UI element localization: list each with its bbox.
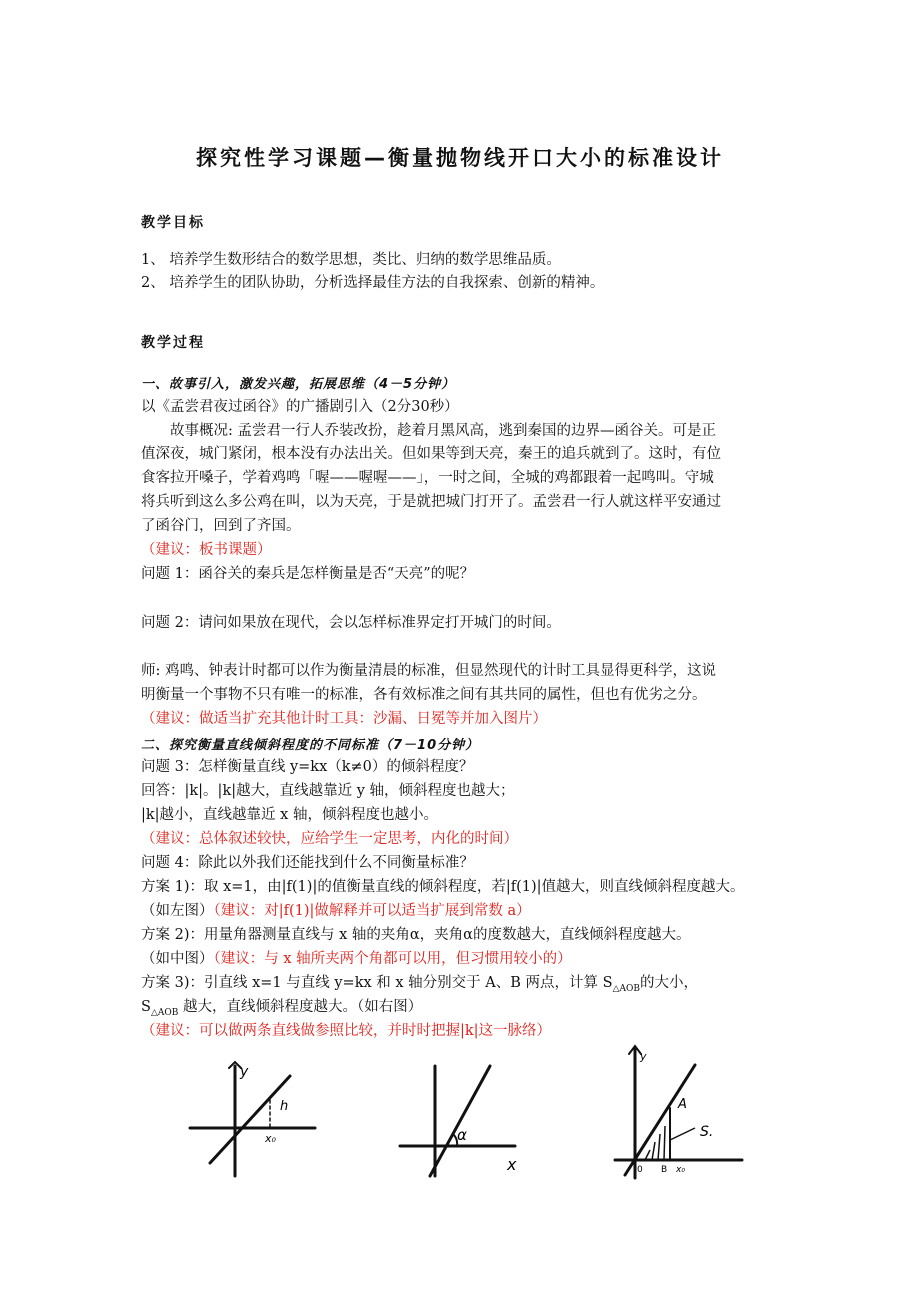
section2-heading: 二、探究衡量直线倾斜程度的不同标准（7－10分钟） bbox=[141, 738, 480, 753]
plan-2: 方案 2)：用量角器测量直线与 x 轴的夹角α，夹角α的度数越大，直线倾斜程度越大。 bbox=[141, 927, 691, 943]
plan-3-line-1 bbox=[141, 973, 698, 999]
answer-3-line-1: 回答：|k|。|k|越大，直线越靠近 y 轴，倾斜程度也越大； bbox=[141, 783, 515, 799]
process-heading: 教学过程 bbox=[141, 335, 205, 351]
suggestion-2: （建议：做适当扩充其他计时工具：沙漏、日冕等并加入图片） bbox=[141, 711, 547, 727]
story-line-2: 值深夜，城门紧闭，根本没有办法出关。但如果等到天亮，秦王的追兵就到了。这时，有位 bbox=[141, 446, 721, 462]
x0-label: x₀ bbox=[265, 1132, 276, 1145]
suggestion-4: （建议：可以做两条直线做参照比较，并时时把握|k|这一脉络） bbox=[141, 1023, 552, 1039]
h-label: h bbox=[280, 1099, 289, 1114]
y-label: y bbox=[240, 1064, 249, 1080]
section1-intro: 以《孟尝君夜过函谷》的广播剧引入（2分30秒） bbox=[141, 399, 459, 415]
question-3: 问题 3：怎样衡量直线 y=kx（k≠0）的倾斜程度？ bbox=[141, 759, 474, 775]
plan-1-note: （如左图） bbox=[141, 903, 214, 919]
goal-item-2: 2、 培养学生的团队协助，分析选择最佳方法的自我探索、创新的精神。 bbox=[141, 275, 605, 291]
figure-middle bbox=[395, 1058, 535, 1183]
figure-left bbox=[185, 1058, 320, 1183]
line-y-kx bbox=[210, 1076, 290, 1163]
plan-3-subscript-2: △AOB bbox=[150, 1007, 179, 1018]
plan-3-subscript: △AOB bbox=[612, 983, 640, 994]
goals-heading: 教学目标 bbox=[141, 215, 205, 231]
x-label: x bbox=[507, 1155, 517, 1174]
x0-label: x₀ bbox=[676, 1165, 685, 1175]
b-label: B bbox=[661, 1165, 668, 1175]
story-line-4: 将兵听到这么多公鸡在叫，以为天亮，于是就把城门打开了。孟尝君一行人就这样平安通过 bbox=[141, 494, 721, 510]
o-label: 0 bbox=[637, 1165, 643, 1175]
story-line-3: 食客拉开嗓子，学着鸡鸣「喔——喔喔——」，一时之间，全城的鸡都跟着一起鸣叫。守城 bbox=[141, 470, 714, 486]
plan-1-suggestion: （建议：对|f(1)|做解释并可以适当扩展到常数 a） bbox=[213, 903, 531, 919]
question-1: 问题 1：函谷关的秦兵是怎样衡量是否“天亮”的呢？ bbox=[141, 566, 475, 582]
story-line-1: 故事概况: 孟尝君一行人乔装改扮，趁着月黑风高，逃到秦国的边界—函谷关。可是正 bbox=[170, 423, 716, 439]
triangle-hatch bbox=[645, 1126, 665, 1160]
suggestion-1: （建议：板书课题） bbox=[141, 542, 272, 558]
alpha-label: α bbox=[457, 1126, 467, 1144]
y-label: y bbox=[640, 1050, 647, 1063]
s-label: S. bbox=[700, 1124, 714, 1140]
a-label: A bbox=[678, 1097, 687, 1112]
plan-2-note-line bbox=[141, 949, 572, 969]
s-pointer bbox=[670, 1128, 695, 1140]
story-line-5: 了函谷门，回到了齐国。 bbox=[141, 518, 301, 534]
plan-1-note-line bbox=[141, 901, 531, 921]
figure-right bbox=[610, 1040, 750, 1185]
plan-3-text-a: 方案 3)：引直线 x=1 与直线 y=kx 和 x 轴分别交于 A、B 两点，计算 S bbox=[141, 975, 613, 991]
plan-3-line-2 bbox=[141, 997, 422, 1023]
plan-2-note: （如中图） bbox=[141, 951, 214, 967]
question-2: 问题 2：请问如果放在现代，会以怎样标准界定打开城门的时间。 bbox=[141, 615, 561, 631]
goal-item-1: 1、 培养学生数形结合的数学思想，类比、归纳的数学思维品质。 bbox=[141, 252, 561, 268]
suggestion-3: （建议：总体叙述较快，应给学生一定思考，内化的时间） bbox=[141, 831, 518, 847]
plan-1: 方案 1)：取 x=1，由|f(1)|的值衡量直线的倾斜程度，若|f(1)|值越大，则直线倾斜程度越大。 bbox=[141, 879, 745, 895]
plan-3-text-b: 的大小， bbox=[640, 975, 698, 991]
plan-2-suggestion: （建议：与 x 轴所夹两个角都可以用，但习惯用较小的） bbox=[213, 951, 572, 967]
section1-heading: 一、故事引入，激发兴趣，拓展思维（4－5分钟） bbox=[141, 377, 456, 392]
line-y-kx bbox=[430, 1066, 490, 1176]
page-title: 探究性学习课题—衡量抛物线开口大小的标准设计 bbox=[196, 146, 724, 170]
plan-3-text-c: 越大，直线倾斜程度越大。（如右图） bbox=[178, 999, 423, 1015]
answer-3-line-2: |k|越小，直线越靠近 x 轴，倾斜程度也越小。 bbox=[141, 807, 438, 823]
question-4: 问题 4：除此以外我们还能找到什么不同衡量标准？ bbox=[141, 855, 474, 871]
plan-3-s: S bbox=[141, 999, 151, 1015]
teacher-line-1: 师: 鸡鸣、钟表计时都可以作为衡量清晨的标准，但显然现代的计时工具显得更科学，这说 bbox=[141, 663, 716, 679]
teacher-line-2: 明衡量一个事物不只有唯一的标准，各有效标准之间有其共同的属性，但也有优劣之分。 bbox=[141, 687, 707, 703]
